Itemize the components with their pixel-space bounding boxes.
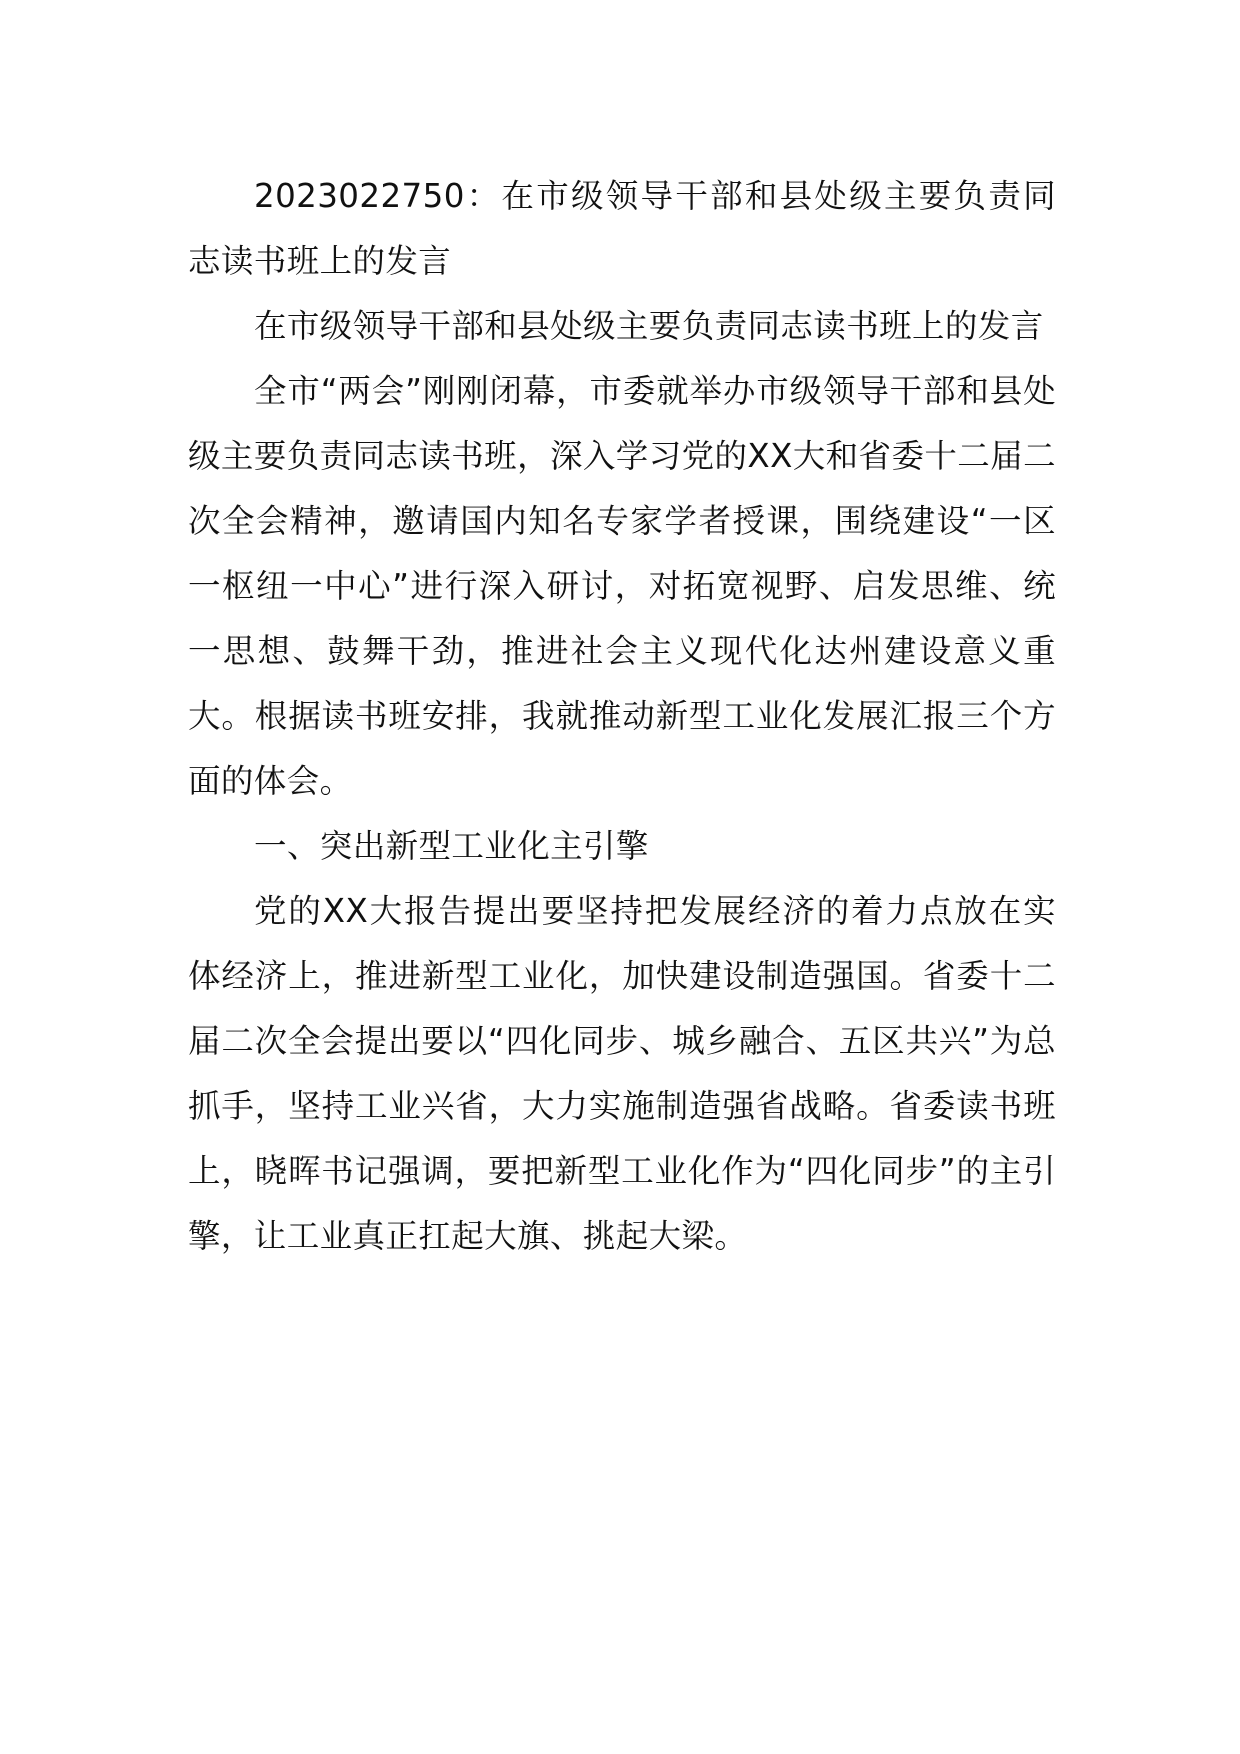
speech-title: 在市级领导干部和县处级主要负责同志读书班上的发言: [254, 307, 1044, 345]
document-page: [188, 164, 1056, 1269]
intro-paragraph: 全市“两会”刚刚闭幕，市委就举办市级领导干部和县处级主要负责同志读书班，深入学习党的XX大和省委十二届二次全会精神，邀请国内知名专家学者授课，围绕建设“一区一枢纽一中心”进行深入研讨，对拓宽视野、启发思维、统一思想、鼓舞干劲，推进社会主义现代化达州建设意义重大。根据读书班安排，我就推动新型工业化发展汇报三个方面的体会。: [188, 372, 1056, 800]
body-paragraph-1: 党的XX大报告提出要坚持把发展经济的着力点放在实体经济上，推进新型工业化，加快建设制造强国。省委十二届二次全会提出要以“四化同步、城乡融合、五区共兴”为总抓手，坚持工业兴省，大力实施制造强省战略。省委读书班上，晓晖书记强调，要把新型工业化作为“四化同步”的主引擎，让工业真正扛起大旗、挑起大梁。: [188, 892, 1056, 1255]
document-title-line: 2023022750：在市级领导干部和县处级主要负责同志读书班上的发言: [188, 177, 1056, 280]
section-heading-1: 一、突出新型工业化主引擎: [254, 827, 649, 865]
